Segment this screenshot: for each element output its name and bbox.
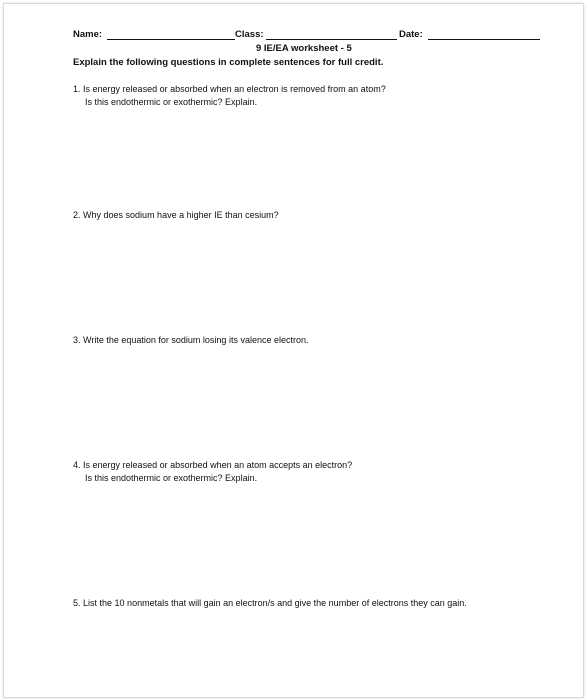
name-blank-line <box>107 39 235 40</box>
question-5-number: 5. <box>73 598 81 608</box>
question-2-number: 2. <box>73 210 81 220</box>
question-4 <box>73 459 352 485</box>
question-4-text-continued: Is this endothermic or exothermic? Explain. <box>85 473 258 483</box>
instructions: Explain the following questions in complete sentences for full credit. <box>73 57 384 68</box>
question-3-text: Write the equation for sodium losing its valence electron. <box>83 335 309 345</box>
question-2 <box>73 209 279 222</box>
question-5 <box>73 597 467 610</box>
question-1-number: 1. <box>73 84 81 94</box>
question-4-number: 4. <box>73 460 81 470</box>
class-blank-line <box>266 39 397 40</box>
question-1 <box>73 83 386 109</box>
worksheet-title: 9 IE/EA worksheet - 5 <box>256 43 352 54</box>
question-3 <box>73 334 308 347</box>
question-1-text: Is energy released or absorbed when an electron is removed from an atom? <box>83 84 386 94</box>
date-label: Date: <box>399 29 423 40</box>
worksheet-page <box>3 3 584 698</box>
question-3-number: 3. <box>73 335 81 345</box>
name-label: Name: <box>73 29 103 40</box>
question-4-text: Is energy released or absorbed when an atom accepts an electron? <box>83 460 353 470</box>
date-blank-line <box>428 39 540 40</box>
question-1-text-continued: Is this endothermic or exothermic? Explain. <box>85 97 258 107</box>
class-label: Class: <box>235 29 264 40</box>
question-5-text: List the 10 nonmetals that will gain an electron/s and give the number of electrons they can gain. <box>83 598 467 608</box>
question-2-text: Why does sodium have a higher IE than cesium? <box>83 210 279 220</box>
